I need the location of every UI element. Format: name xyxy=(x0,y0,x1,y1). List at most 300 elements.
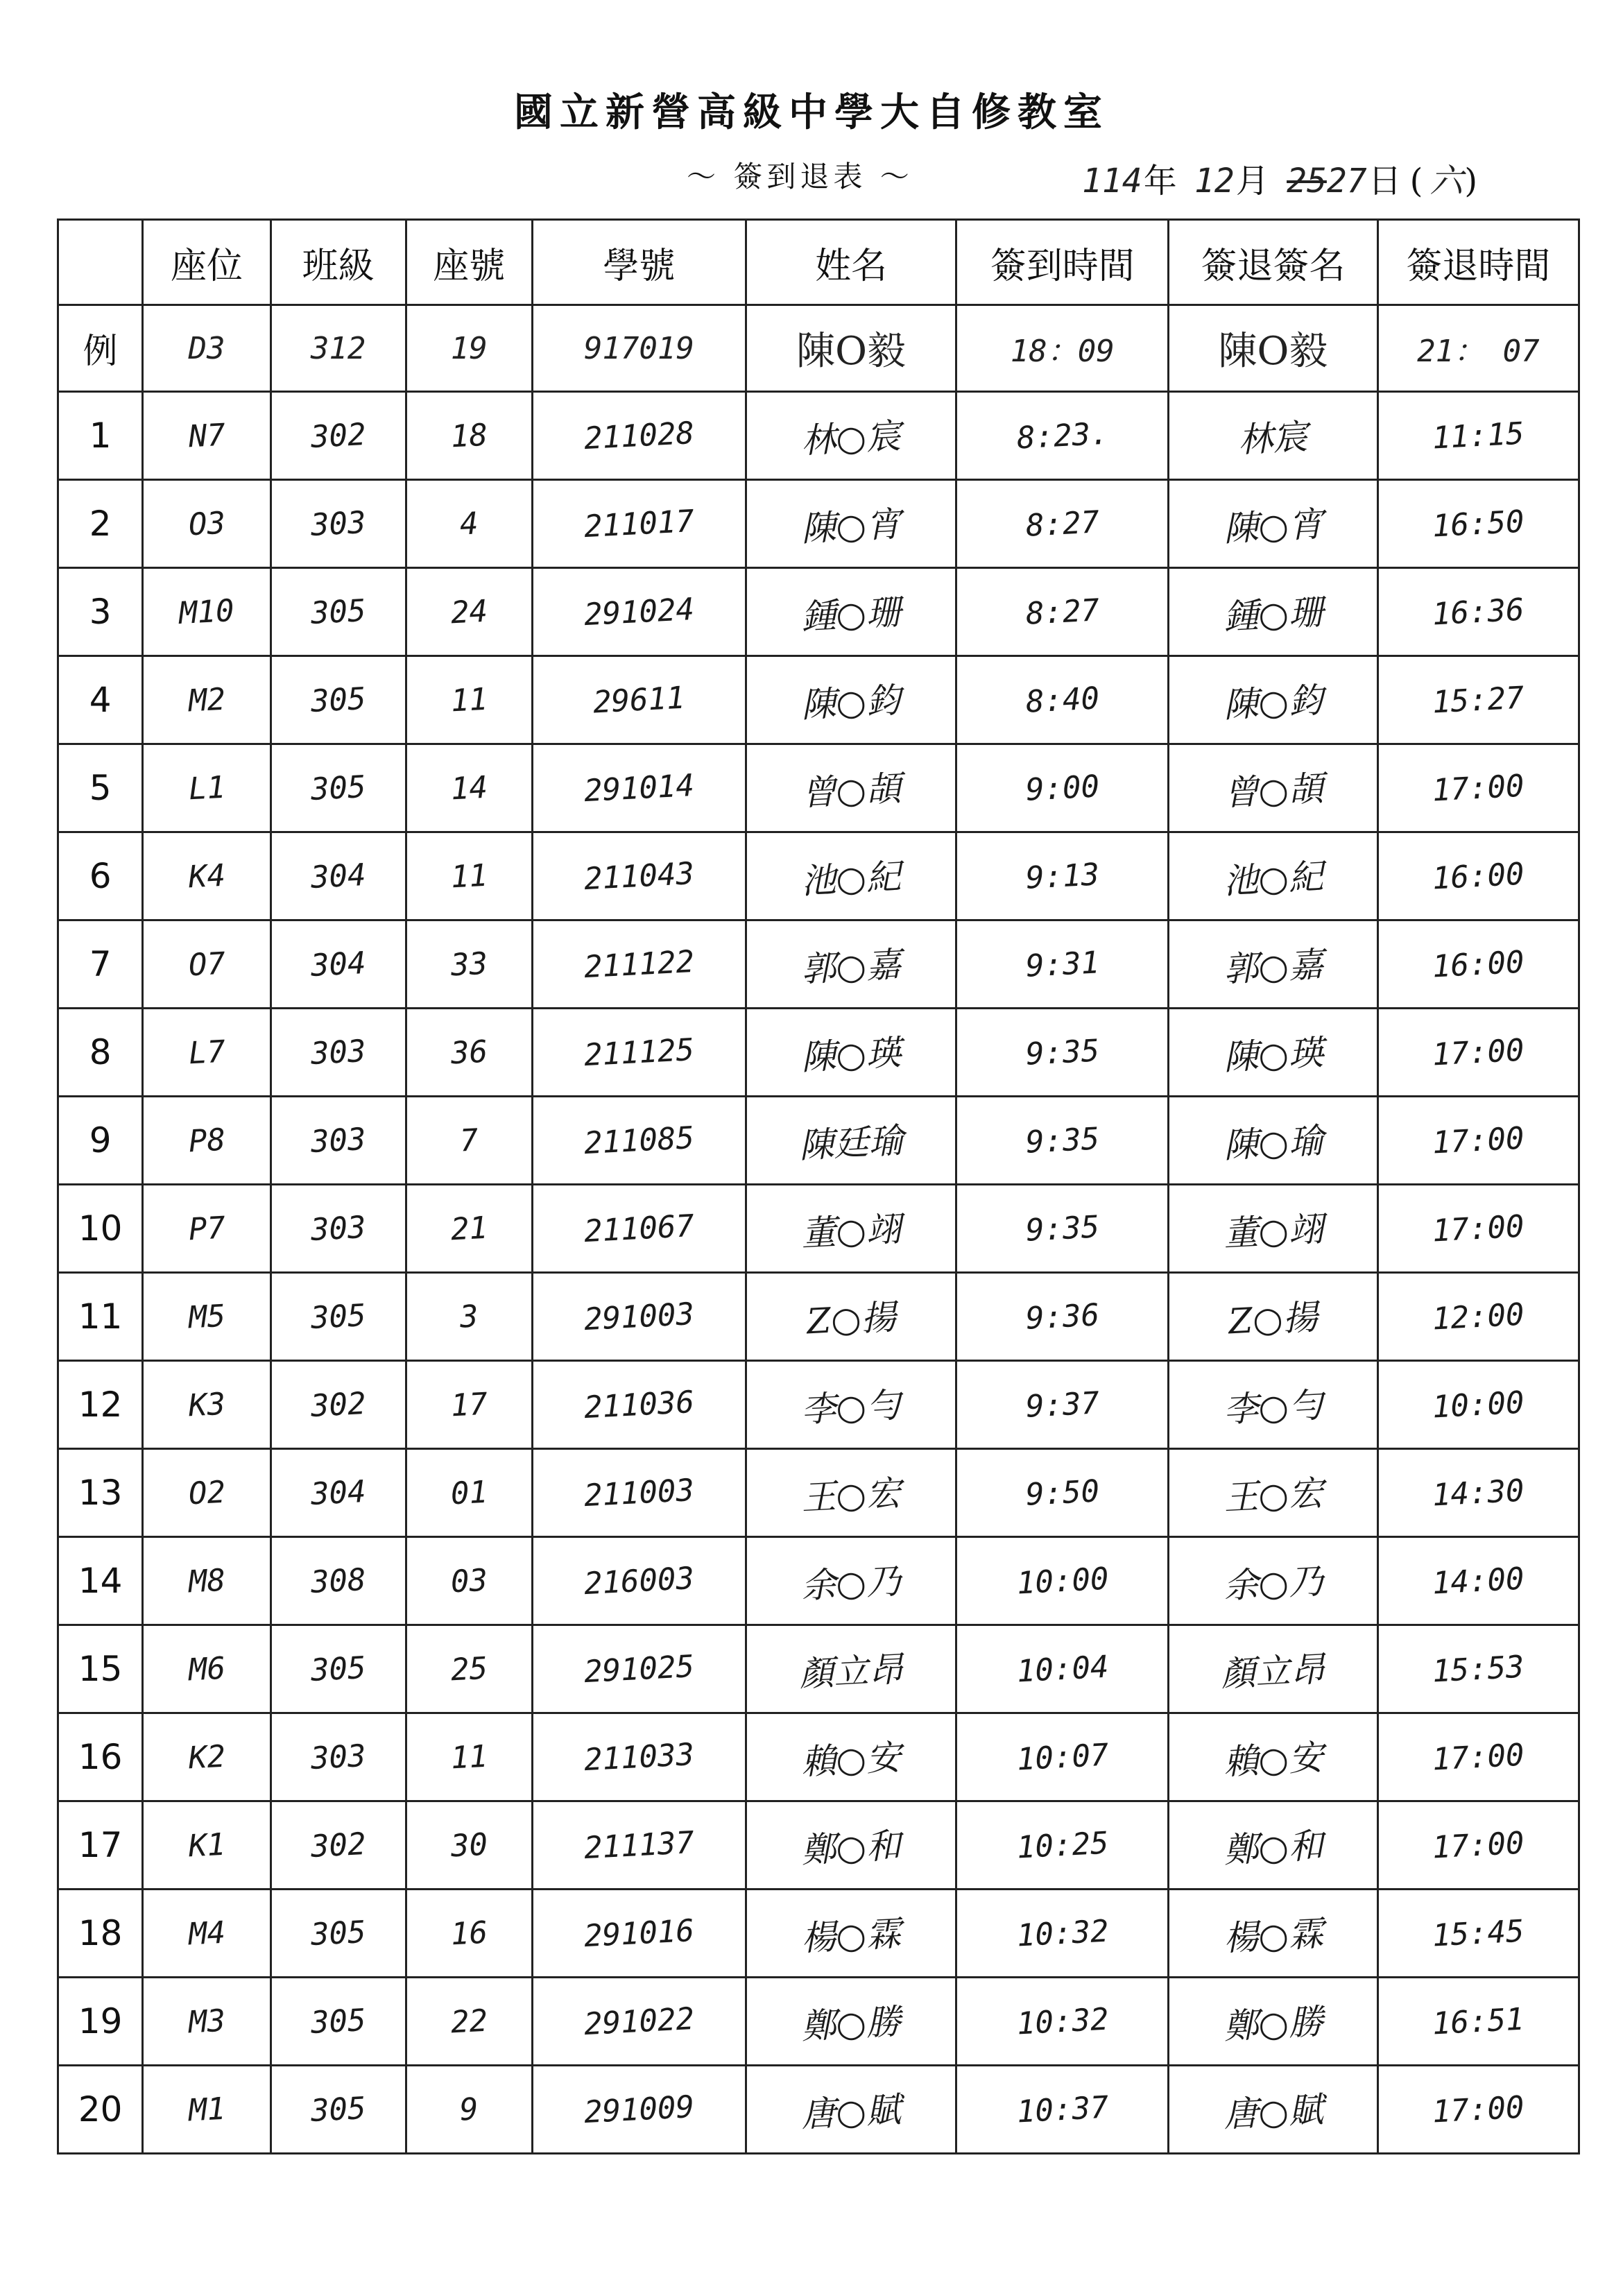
row-seat xyxy=(143,568,270,656)
row-seat xyxy=(143,1713,270,1801)
row-seat-ink: M10 xyxy=(178,592,236,631)
row-seat xyxy=(143,1273,270,1361)
table-row xyxy=(58,1713,1579,1801)
row-class xyxy=(270,1978,406,2066)
row-sign-out-name-ink: 董○翊 xyxy=(1222,1208,1324,1254)
row-sign-out-name xyxy=(1169,1978,1378,2066)
row-index: 13 xyxy=(58,1449,143,1537)
row-student-id-ink: 211137 xyxy=(583,1824,696,1866)
row-seat xyxy=(143,1537,270,1625)
row-name-ink: 鄭○和 xyxy=(800,1825,902,1871)
row-seat-ink: L7 xyxy=(187,1034,226,1071)
row-sign-out xyxy=(1377,1890,1579,1978)
row-number-ink: 11 xyxy=(449,681,489,719)
row-seat xyxy=(143,2066,270,2154)
row-seat-ink: M3 xyxy=(187,2003,226,2040)
table-row xyxy=(58,920,1579,1009)
row-class xyxy=(270,1097,406,1185)
row-sign-out-name xyxy=(1169,392,1378,480)
row-sign-in-ink: 9:13 xyxy=(1024,856,1101,896)
row-sign-in-ink: 9:00 xyxy=(1024,768,1101,808)
row-sign-in-ink: 10:32 xyxy=(1015,1913,1110,1953)
row-name xyxy=(746,1625,956,1713)
row-sign-out-ink: 17:00 xyxy=(1431,1737,1525,1777)
row-sign-out-name-ink: 林宸 xyxy=(1237,416,1309,461)
row-number xyxy=(406,1449,532,1537)
table-row xyxy=(58,744,1579,832)
row-sign-out-name-ink: 鄭○和 xyxy=(1222,1825,1324,1871)
header-row xyxy=(58,220,1579,305)
row-seat-ink: M6 xyxy=(187,1650,226,1688)
example-row xyxy=(58,305,1579,392)
table-row xyxy=(58,1361,1579,1449)
row-sign-out-name-ink: 陳○鈞 xyxy=(1222,680,1324,726)
row-name xyxy=(746,1890,956,1978)
row-seat-ink: O7 xyxy=(187,945,226,983)
date-weekday: 六 xyxy=(1429,162,1463,200)
row-class xyxy=(270,1361,406,1449)
row-name xyxy=(746,1361,956,1449)
row-class xyxy=(270,568,406,656)
row-student-id xyxy=(532,2066,746,2154)
row-sign-in xyxy=(956,1097,1169,1185)
row-name-ink: 林○宸 xyxy=(800,415,902,461)
row-sign-in-ink: 10:00 xyxy=(1015,1561,1110,1601)
row-sign-in xyxy=(956,1890,1169,1978)
date-line xyxy=(1082,154,1484,202)
row-class-ink: 303 xyxy=(309,1121,367,1160)
row-seat xyxy=(143,1185,270,1273)
row-sign-out xyxy=(1377,480,1579,568)
row-index: 6 xyxy=(58,832,143,920)
row-name xyxy=(746,2066,956,2154)
row-number xyxy=(406,1625,532,1713)
row-name-ink: 顏立昂 xyxy=(798,1649,904,1695)
table-row xyxy=(58,1537,1579,1625)
row-sign-out-name xyxy=(1169,1713,1378,1801)
row-class-ink: 303 xyxy=(309,1209,367,1248)
row-seat xyxy=(143,1449,270,1537)
row-student-id xyxy=(532,1009,746,1097)
row-sign-in-ink: 9:35 xyxy=(1024,1032,1101,1072)
row-index: 1 xyxy=(58,392,143,480)
row-student-id-ink: 291003 xyxy=(583,1296,696,1337)
row-class-ink: 305 xyxy=(309,2090,367,2129)
row-class xyxy=(270,1009,406,1097)
row-sign-out-name xyxy=(1169,832,1378,920)
row-number xyxy=(406,1273,532,1361)
row-class-ink: 303 xyxy=(309,504,367,543)
row-seat xyxy=(143,1361,270,1449)
row-student-id-ink: 211033 xyxy=(583,1736,696,1778)
row-sign-out xyxy=(1377,2066,1579,2154)
row-sign-in xyxy=(956,1273,1169,1361)
row-sign-out-ink: 14:00 xyxy=(1431,1561,1525,1601)
row-sign-out-name-ink: 郭○嘉 xyxy=(1222,944,1324,990)
row-number xyxy=(406,1713,532,1801)
row-student-id xyxy=(532,480,746,568)
row-student-id xyxy=(532,744,746,832)
row-sign-out xyxy=(1377,920,1579,1009)
row-class-ink: 305 xyxy=(309,680,367,719)
row-class xyxy=(270,1273,406,1361)
row-student-id xyxy=(532,392,746,480)
row-index: 14 xyxy=(58,1537,143,1625)
example-sign-out: 21： 07 xyxy=(1377,305,1579,392)
row-seat xyxy=(143,744,270,832)
date-month: 12 xyxy=(1194,162,1235,200)
row-number-ink: 16 xyxy=(449,1914,489,1952)
row-seat-ink: O2 xyxy=(187,1474,226,1511)
row-sign-out-name xyxy=(1169,1537,1378,1625)
row-sign-out-ink: 11:15 xyxy=(1431,415,1525,456)
row-sign-in-ink: 9:36 xyxy=(1024,1296,1101,1337)
table-row xyxy=(58,568,1579,656)
row-student-id-ink: 291009 xyxy=(583,2089,696,2130)
row-sign-out-name xyxy=(1169,1801,1378,1890)
row-sign-out-name-ink: 曾○頡 xyxy=(1222,768,1324,814)
row-sign-in xyxy=(956,656,1169,744)
row-student-id xyxy=(532,1713,746,1801)
row-number xyxy=(406,1537,532,1625)
row-sign-out xyxy=(1377,1185,1579,1273)
row-class-ink: 305 xyxy=(309,2002,367,2041)
table-row xyxy=(58,1890,1579,1978)
row-seat-ink: M8 xyxy=(187,1562,226,1600)
row-sign-out-name-ink: 池○紀 xyxy=(1222,856,1324,902)
row-seat-ink: K1 xyxy=(187,1826,226,1864)
row-name-ink: Z○揚 xyxy=(805,1296,897,1342)
row-name-ink: 陳○宵 xyxy=(800,504,902,549)
row-student-id xyxy=(532,1097,746,1185)
example-sign-in: 18：09 xyxy=(956,305,1169,392)
row-sign-in xyxy=(956,2066,1169,2154)
table-row xyxy=(58,1273,1579,1361)
row-class-ink: 305 xyxy=(309,592,367,631)
row-seat xyxy=(143,920,270,1009)
row-student-id-ink: 216003 xyxy=(583,1560,696,1602)
row-student-id-ink: 291022 xyxy=(583,2001,696,2042)
row-sign-out-name-ink: 王○宏 xyxy=(1222,1473,1324,1518)
row-class-ink: 304 xyxy=(309,857,367,896)
row-number-ink: 4 xyxy=(458,505,479,542)
row-index: 8 xyxy=(58,1009,143,1097)
row-student-id xyxy=(532,1890,746,1978)
row-sign-in-ink: 10:04 xyxy=(1015,1649,1110,1689)
table-row xyxy=(58,1097,1579,1185)
row-student-id-ink: 211017 xyxy=(583,503,696,545)
row-number-ink: 17 xyxy=(449,1386,489,1423)
row-class xyxy=(270,392,406,480)
row-name-ink: 曾○頡 xyxy=(800,768,902,814)
row-class xyxy=(270,480,406,568)
row-student-id xyxy=(532,1625,746,1713)
row-seat-ink: L1 xyxy=(187,769,226,807)
row-sign-in-ink: 8:27 xyxy=(1024,592,1101,632)
row-class xyxy=(270,1185,406,1273)
example-student-id: 917019 xyxy=(532,305,746,392)
row-index: 5 xyxy=(58,744,143,832)
row-student-id-ink: 211085 xyxy=(583,1120,696,1161)
row-student-id-ink: 291025 xyxy=(583,1648,696,1690)
row-index: 19 xyxy=(58,1978,143,2066)
row-seat-ink: K3 xyxy=(187,1386,226,1423)
row-number xyxy=(406,832,532,920)
row-name xyxy=(746,568,956,656)
row-sign-in xyxy=(956,1361,1169,1449)
row-number-ink: 22 xyxy=(449,2003,489,2040)
row-class xyxy=(270,2066,406,2154)
row-sign-out-ink: 16:51 xyxy=(1431,2001,1525,2041)
row-seat xyxy=(143,1009,270,1097)
page-title: 國立新營高級中學大自修教室 xyxy=(514,89,1109,135)
row-sign-in xyxy=(956,1625,1169,1713)
row-sign-in-ink: 8:40 xyxy=(1024,680,1101,720)
row-sign-out-name-ink: 余○乃 xyxy=(1222,1561,1324,1607)
row-sign-in xyxy=(956,744,1169,832)
row-student-id xyxy=(532,1273,746,1361)
row-index: 3 xyxy=(58,568,143,656)
row-seat-ink: M2 xyxy=(187,681,226,719)
row-sign-out-ink: 17:00 xyxy=(1431,768,1525,808)
row-class xyxy=(270,1625,406,1713)
row-sign-out-ink: 12:00 xyxy=(1431,1296,1525,1337)
row-sign-out-name xyxy=(1169,1890,1378,1978)
row-name xyxy=(746,744,956,832)
row-index: 10 xyxy=(58,1185,143,1273)
row-sign-out-ink: 17:00 xyxy=(1431,2089,1525,2130)
row-index: 4 xyxy=(58,656,143,744)
row-seat xyxy=(143,1890,270,1978)
row-seat-ink: N7 xyxy=(187,417,226,454)
row-seat xyxy=(143,1097,270,1185)
row-name-ink: 楊○霖 xyxy=(800,1913,902,1959)
row-index: 15 xyxy=(58,1625,143,1713)
row-number-ink: 11 xyxy=(449,857,489,895)
row-student-id xyxy=(532,920,746,1009)
row-name-ink: 賴○安 xyxy=(800,1737,902,1783)
row-name-ink: 陳廷瑜 xyxy=(798,1120,904,1166)
row-class xyxy=(270,1890,406,1978)
row-sign-out-name xyxy=(1169,1625,1378,1713)
row-index: 16 xyxy=(58,1713,143,1801)
row-number-ink: 7 xyxy=(458,1122,479,1159)
row-class xyxy=(270,744,406,832)
row-sign-out xyxy=(1377,1449,1579,1537)
row-sign-in-ink: 10:07 xyxy=(1015,1737,1110,1777)
row-sign-out-name-ink: 鄭○勝 xyxy=(1222,2001,1324,2047)
row-student-id-ink: 29611 xyxy=(592,680,686,720)
date-month-label: 月 xyxy=(1235,162,1269,200)
row-number xyxy=(406,1185,532,1273)
row-index: 20 xyxy=(58,2066,143,2154)
row-class-ink: 303 xyxy=(309,1738,367,1776)
date-day-struck: 25 xyxy=(1287,162,1327,200)
row-sign-out-ink: 15:27 xyxy=(1431,680,1525,720)
row-student-id-ink: 211036 xyxy=(583,1384,696,1425)
row-student-id-ink: 211125 xyxy=(583,1031,696,1073)
row-class xyxy=(270,1713,406,1801)
row-class xyxy=(270,832,406,920)
row-number-ink: 18 xyxy=(449,417,489,454)
row-number-ink: 33 xyxy=(449,945,489,983)
row-name-ink: 董○翊 xyxy=(800,1208,902,1254)
row-number xyxy=(406,1361,532,1449)
row-sign-in-ink: 9:50 xyxy=(1024,1473,1101,1513)
row-number-ink: 03 xyxy=(449,1562,489,1600)
row-name xyxy=(746,1097,956,1185)
row-seat xyxy=(143,832,270,920)
row-number xyxy=(406,2066,532,2154)
table-row xyxy=(58,1801,1579,1890)
row-class-ink: 305 xyxy=(309,1914,367,1953)
row-name-ink: 余○乃 xyxy=(800,1561,902,1607)
row-sign-out-ink: 16:50 xyxy=(1431,504,1525,544)
date-year: 114 xyxy=(1082,162,1142,200)
row-sign-out xyxy=(1377,744,1579,832)
row-number-ink: 14 xyxy=(449,769,489,807)
table-row xyxy=(58,480,1579,568)
row-name xyxy=(746,656,956,744)
row-name-ink: 陳○鈞 xyxy=(800,680,902,726)
table-row xyxy=(58,2066,1579,2154)
example-seat: D3 xyxy=(143,305,270,392)
row-student-id-ink: 291024 xyxy=(583,591,696,633)
row-index: 9 xyxy=(58,1097,143,1185)
row-class-ink: 305 xyxy=(309,1297,367,1336)
example-sign-out-name: 陳O毅 xyxy=(1169,305,1378,392)
row-sign-out-name xyxy=(1169,1009,1378,1097)
row-student-id-ink: 211122 xyxy=(583,943,696,985)
date-year-label: 年 xyxy=(1143,162,1177,200)
row-number xyxy=(406,480,532,568)
col-header-index xyxy=(58,220,143,305)
row-sign-out xyxy=(1377,1801,1579,1890)
row-seat-ink: M5 xyxy=(187,1298,226,1335)
date-day: 27 xyxy=(1326,162,1367,200)
row-student-id xyxy=(532,568,746,656)
row-sign-out xyxy=(1377,1097,1579,1185)
table-row xyxy=(58,1978,1579,2066)
row-number-ink: 3 xyxy=(458,1298,479,1335)
row-index: 11 xyxy=(58,1273,143,1361)
row-sign-in xyxy=(956,1713,1169,1801)
row-number xyxy=(406,1978,532,2066)
weekday-open: ( xyxy=(1409,162,1423,200)
col-header-student-id: 學號 xyxy=(532,220,746,305)
row-class xyxy=(270,1537,406,1625)
row-index: 7 xyxy=(58,920,143,1009)
row-sign-out xyxy=(1377,1713,1579,1801)
row-name xyxy=(746,392,956,480)
row-sign-in-ink: 8:23. xyxy=(1015,415,1110,456)
row-sign-out xyxy=(1377,1009,1579,1097)
row-sign-in-ink: 9:37 xyxy=(1024,1385,1101,1425)
row-sign-out-ink: 10:00 xyxy=(1431,1385,1525,1425)
row-sign-in-ink: 9:35 xyxy=(1024,1208,1101,1249)
row-name xyxy=(746,1185,956,1273)
row-sign-out-ink: 16:00 xyxy=(1431,944,1525,984)
row-class-ink: 305 xyxy=(309,769,367,807)
row-sign-in xyxy=(956,1801,1169,1890)
col-header-seat: 座位 xyxy=(143,220,270,305)
row-sign-out-name xyxy=(1169,920,1378,1009)
row-sign-out xyxy=(1377,832,1579,920)
row-name xyxy=(746,480,956,568)
row-number xyxy=(406,392,532,480)
row-sign-out-name xyxy=(1169,2066,1378,2154)
col-header-sign-out-signature: 簽退簽名 xyxy=(1169,220,1378,305)
row-number xyxy=(406,1097,532,1185)
row-sign-in xyxy=(956,1449,1169,1537)
row-class xyxy=(270,1801,406,1890)
row-seat xyxy=(143,480,270,568)
row-class-ink: 302 xyxy=(309,1385,367,1424)
row-sign-out-ink: 16:36 xyxy=(1431,592,1525,632)
row-name-ink: 鍾○珊 xyxy=(800,592,902,637)
example-label: 例 xyxy=(58,305,143,392)
row-number-ink: 11 xyxy=(449,1738,489,1776)
row-student-id-ink: 211028 xyxy=(583,415,696,456)
row-sign-in-ink: 9:31 xyxy=(1024,944,1101,984)
row-sign-in-ink: 9:35 xyxy=(1024,1120,1101,1160)
row-sign-in-ink: 8:27 xyxy=(1024,504,1101,544)
example-name: 陳O毅 xyxy=(746,305,956,392)
row-sign-out-ink: 17:00 xyxy=(1431,1825,1525,1865)
row-seat xyxy=(143,1978,270,2066)
row-sign-out-name xyxy=(1169,568,1378,656)
row-number xyxy=(406,568,532,656)
row-sign-out-name xyxy=(1169,1097,1378,1185)
row-sign-out-ink: 15:45 xyxy=(1431,1913,1525,1953)
row-sign-in xyxy=(956,1009,1169,1097)
row-sign-in xyxy=(956,392,1169,480)
weekday-close: ) xyxy=(1464,162,1478,200)
row-name-ink: 池○紀 xyxy=(800,856,902,902)
row-sign-in-ink: 10:37 xyxy=(1015,2089,1110,2130)
row-student-id-ink: 291014 xyxy=(583,767,696,809)
row-class-ink: 304 xyxy=(309,945,367,984)
table-row xyxy=(58,1449,1579,1537)
row-seat xyxy=(143,1625,270,1713)
row-class-ink: 305 xyxy=(309,1650,367,1688)
row-number xyxy=(406,1009,532,1097)
row-sign-out-ink: 17:00 xyxy=(1431,1032,1525,1072)
row-seat-ink: K4 xyxy=(187,857,226,895)
row-sign-out xyxy=(1377,1273,1579,1361)
row-sign-out-name-ink: 陳○宵 xyxy=(1222,504,1324,549)
col-header-class: 班級 xyxy=(270,220,406,305)
row-student-id-ink: 291016 xyxy=(583,1912,696,1954)
row-name-ink: 唐○賦 xyxy=(800,2089,902,2135)
row-name-ink: 郭○嘉 xyxy=(800,944,902,990)
row-index: 18 xyxy=(58,1890,143,1978)
row-sign-out-name xyxy=(1169,1449,1378,1537)
row-student-id-ink: 211003 xyxy=(583,1472,696,1514)
table-row xyxy=(58,1625,1579,1713)
row-number xyxy=(406,656,532,744)
row-class xyxy=(270,920,406,1009)
row-sign-out-ink: 17:00 xyxy=(1431,1208,1525,1249)
row-name xyxy=(746,1978,956,2066)
row-sign-out-name-ink: 鍾○珊 xyxy=(1222,592,1324,637)
row-sign-out xyxy=(1377,1361,1579,1449)
row-name xyxy=(746,1537,956,1625)
row-sign-in xyxy=(956,480,1169,568)
table-row xyxy=(58,1009,1579,1097)
row-student-id xyxy=(532,832,746,920)
row-sign-out xyxy=(1377,1978,1579,2066)
